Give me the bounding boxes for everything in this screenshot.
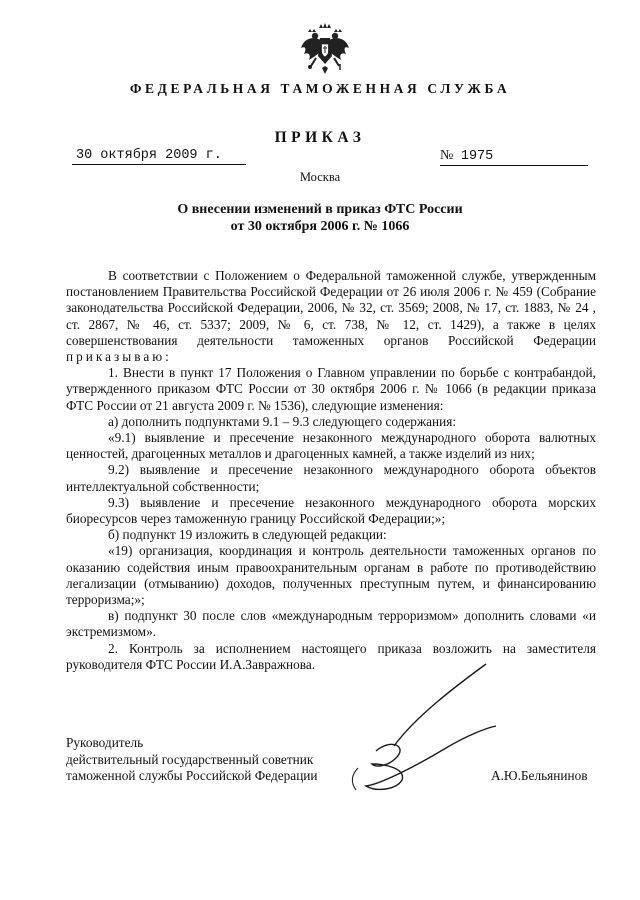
order-number-field [440, 147, 588, 166]
subparagraph-19: «19) организация, координация и контроль деятельности таможенных органов по оказанию содействия иным правоохранительным органам в работе по противодействию легализации (отмыванию) доходов, полученных преступным путем, и финансированию терроризма;»; [66, 543, 596, 608]
subparagraph-a: а) дополнить подпунктами 9.1 – 9.3 следующего содержания: [108, 413, 457, 429]
city: Москва [299, 170, 341, 184]
organization-name: ФЕДЕРАЛЬНАЯ ТАМОЖЕННАЯ СЛУЖБА [129, 81, 511, 96]
document-subject [0, 201, 640, 235]
handwritten-signature [336, 656, 506, 796]
paragraph-1: 1. Внести в пункт 17 Положения о Главном управлении по борьбе с контрабандой, утвержденного приказом ФТС России от 30 октября 2006 г. № 1066 (в редакции приказа ФТС России от 21 августа 2009 г. № 1536), следующие изменения: [66, 365, 596, 413]
subparagraph-9-2: 9.2) выявление и пресечение незаконного международного оборота объектов интеллектуальной собственности; [66, 462, 596, 494]
number-sign: № [440, 148, 454, 163]
subject-line-1: О внесении изменений в приказ ФТС России [177, 202, 463, 217]
signature-block [66, 735, 366, 785]
subparagraph-9-1: «9.1) выявление и пресечение незаконного международного оборота валютных ценностей, драгоценных металлов и драгоценных камней, а также изделий из них; [66, 430, 596, 462]
document-body [66, 268, 596, 673]
subparagraph-v: в) подпункт 30 после слов «международным терроризмом» дополнить словами «и экстремизмом». [66, 608, 596, 640]
subparagraph-9-3: 9.3) выявление и пресечение незаконного международного оборота морских биоресурсов через таможенную границу Российской Федерации;»; [66, 494, 596, 527]
subject-line-2: от 30 октября 2006 г. № 1066 [230, 219, 410, 234]
signer-title-line-3: таможенной службы Российской Федерации [66, 768, 318, 783]
order-word: приказываю: [66, 349, 172, 365]
order-number: 1975 [460, 149, 494, 164]
subparagraph-b: б) подпункт 19 изложить в следующей редакции: [108, 527, 387, 543]
coat-of-arms-icon [299, 22, 351, 78]
signer-title-line-1: Руководитель [66, 735, 144, 750]
signer-name: А.Ю.Бельянинов [491, 768, 588, 783]
intro-text: В соответствии с Положением о Федеральной таможенной службе, утвержденным постановлением Правительства Российской Федерации от 26 июля 2006 г. № 459 (Собрание законодательства Российской Федерации, 2006, № 32, ст. 3569; 2008, № 17, ст. 1883, № 24 , ст. 2867, № 46, ст. 5337; 2009, № 6, ст. 738, № 12, ст. 1429), а также в целях совершенствования деятельности таможенных органов Российской Федерации [66, 268, 596, 348]
document-type-title: ПРИКАЗ [274, 129, 366, 146]
order-date: 30 октября 2009 г. [72, 147, 246, 165]
paragraph-2: 2. Контроль за исполнением настоящего приказа возложить на заместителя руководителя ФТС России И.А.Завражнова. [66, 640, 596, 672]
intro-paragraph [66, 268, 596, 365]
signer-title-line-2: действительный государственный советник [66, 751, 314, 767]
